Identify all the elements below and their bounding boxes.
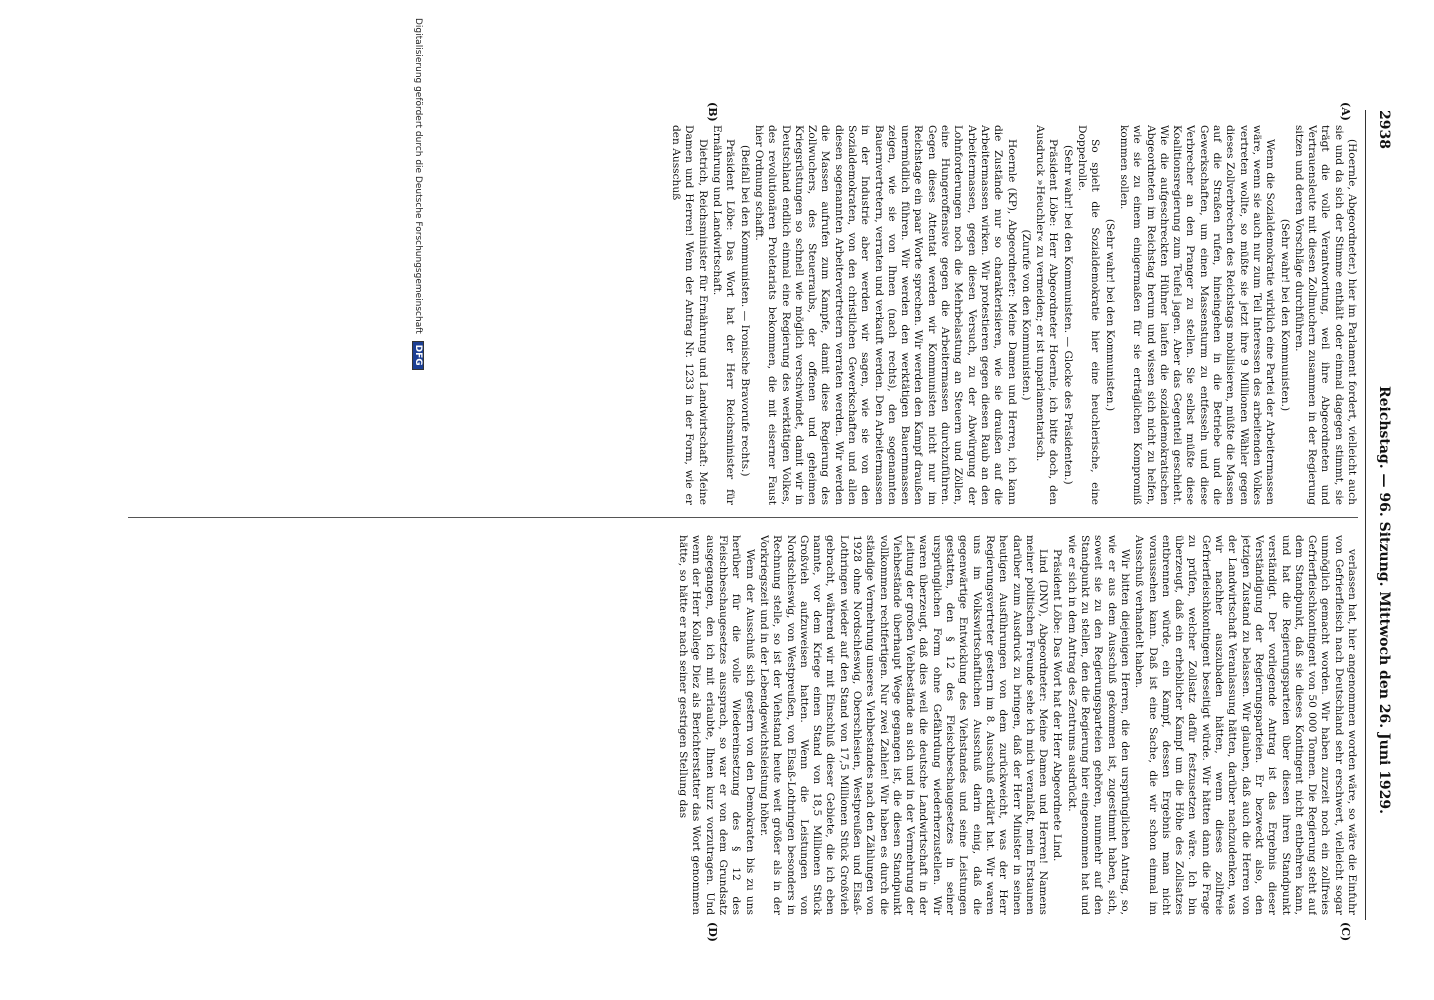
paragraph: Wenn die Sozialdemokratie wirklich eine Partei der Arbeitermassen wäre, wenn sie auch nur zum Teil Interessen des arbeitenden Volkes vertreten wollte, so müßte sie jetzt ihre 9 Millionen Wähler gegen dieses Zollverbrechen des Reichstags mobilisieren, müßte die Massen auf die Straßen rufen, hineingehen in die Betriebe und die Gewerkschaften, um einen Massensturm zu entfesseln und diese Verbrecher an den Pranger zu stellen. Sie selbst müßte diese Koalitionsregierung zum Teufel jagen. Aber das Gegenteil geschieht. Wie die aufgeschreckten Hühner laufen die sozialdemokratischen Abgeordneten im Reichstag herum und wissen sich nicht zu helfen, wie sie zu einem einigermaßen für sie erträglichen Kompromiß kommen sollen. <box>1117 125 1277 505</box>
margin-marker-a: (A) <box>1339 102 1352 121</box>
dfg-logo: DFG <box>412 341 424 370</box>
paragraph: Präsident Löbe: Das Wort hat der Herr Abgeordnete Lind. <box>1051 549 1064 862</box>
paragraph: Wenn der Ausschuß sich gestern von den Demokraten bis zu uns herüber für die volle Wiedereinsetzung des § 12 des Fleischbeschaugesetzes aussprach, so war er von dem Grundsatz ausgegangen, den ich mit erlaubte, Ihnen kurz vorzutragen. Und wenn der Herr Kollege Diez als Berichterstatter das Wort genommen hätte, so hätte er nach seiner gestrigen Stellung das <box>677 535 756 915</box>
paragraph: Lind (DNV), Abgeordneter: Meine Damen und Herren! Namens meiner politischen Freunde sehe ich mich veranlaßt, mein Erstaunen darüber zum Ausdruck zu bringen, daß der Herr Minister in seinen heutigen Ausführungen von dem zurückweicht, was der Herr Regierungsvertreter gestern im 8. Ausschuß erklärt hat. Wir waren uns im Volkswirtschaftlichen Ausschuß darin einig, daß die gegenwärtige Entwicklung des Viehstandes und seine Leistungen gestatten, den § 12 des Fleischbeschaugesetzes in seiner ursprünglichen Form ohne Gefährdung wiederherzustellen. Wir waren überzeugt, daß dies weil die deutsche Landwirtschaft in der Leitung der großen Viehbestände an sich und in der Vermehrung der Viehbestände überhaupt Wege gegangen ist, die diesen Standpunkt vollkommen rechtfertigen. Nur zwei Zahlen! Wir haben es durch die ständige Vermehrung unseres Viehbestandes nach den Zählungen von 1928 ohne Nordschleswig, Oberschlesien, Westpreußen und Elsaß-Lothringen wieder auf den Stand von 17,5 Millionen Stück Großvieh gebracht, während wir mit Einschluß dieser Gebiete, die ich eben nannte, vor dem Kriege einen Stand von 18,5 Millionen Stück Großvieh aufzuweisen hatten. Wenn die Leistungen von Nordschleswig, von Westpreußen, von Elsaß-Lothringen besonders in Rechnung stelle, so ist der Viehstand heute weit größer als in der Vorkriegszeit und in der Lebendgewichtsleistung höher. <box>757 535 1050 915</box>
paragraph: (Sehr wahr! bei den Kommunisten.) <box>1278 218 1291 412</box>
page-number: 2938 <box>1376 110 1392 149</box>
paragraph: (Beifall bei den Kommunisten. — Ironische Bravorufe rechts.) <box>738 145 751 477</box>
left-text-column <box>38 125 1358 505</box>
paragraph: (Hoernle, Abgeordneter.) hier im Parlament fordert, vielleicht auch sie und da sich der Stimme enthält oder einmal dagegen stimmt, sie trägt die volle Verantwortung, weil ihre Abgeordneten und Vertrauensleute mit diesen Zollmuchern zusammen in der Regierung sitzen und deren Vorschläge durchführen. <box>1292 125 1358 505</box>
page-title: Reichstag. — 96. Sitzung. Mittwoch den 26. Juni 1929. <box>1376 385 1392 815</box>
footer-credit <box>410 18 424 998</box>
paragraph: Präsident Löbe: Das Wort hat der Herr Reichsminister für Ernährung und Landwirtschaft. <box>711 125 737 505</box>
paragraph: (Sehr wahr! bei den Kommunisten. — Glocke des Präsidenten.) <box>1061 145 1074 485</box>
margin-marker-b: (B) <box>706 102 719 122</box>
header-rule <box>1365 110 1366 920</box>
paragraph: (Sehr wahr! bei den Kommunisten.) <box>1103 218 1116 412</box>
margin-marker-d: (D) <box>706 922 719 942</box>
paragraph: verlassen hat, hier angenommen worden wäre, so wäre die Einfuhr von Gefrierfleisch nach Deutschland sehr erschwert, vielleicht sogar unmöglich gemacht worden. Wir haben zurzeit noch ein zollfreies Gefrierfleischkontingent von 50 000 Tonnen. Die Regierung steht auf dem Standpunkt, daß sie dieses Kontingent nicht entbehren kann, und hat die Regierungsparteien über diesen ihren Standpunkt verständigt. Der vorliegende Antrag ist das Ergebnis dieser Verständigung der Regierungsparteien. Er bezweckt also, den jetzigen Zustand zu belassen. Wir glauben, daß auch die Herren von der Landwirtschaft Veranlassung hätten, darüber nachzudenken, was wir nachher auszubaden hätten, wenn dieses zollfreie Gefrierfleischkontingent beseitigt würde. Wir hätten dann die Frage zu prüfen, welcher Zollsatz dafür festzusetzen wäre. Ich bin überzeugt, daß ein erheblicher Kampf um die Höhe des Zollsatzes entbrennen würde, ein Kampf, dessen Ergebnis man nicht voraussehen kann. Daß ist eine Sache, die wir schon einmal im Ausschuß verhandelt haben. <box>1133 535 1358 915</box>
paragraph: So spielt die Sozialdemokratie hier eine heuchlerische, eine Doppelrolle. <box>1076 125 1102 505</box>
column-separator <box>128 517 1358 518</box>
margin-marker-c: (C) <box>1339 922 1352 942</box>
paragraph: Dietrich, Reichsminister für Ernährung und Landwirtschaft: Meine Damen und Herren! Wenn der Antrag Nr. 1233 in der Form, wie er den Ausschuß <box>670 125 709 505</box>
right-text-column <box>38 535 1358 915</box>
paragraph: Wir bitten diejenigen Herren, die den ursprünglichen Antrag, so, wie er aus dem Ausschuß gekommen ist, zugestimmt haben, sich, soweit sie zu den Regierungsparteien gehören, nunmehr auf den Standpunkt zu stellen, den die Regierung hier eingenommen hat und wie er sich in dem Antrag des Zentrums ausdrückt. <box>1065 535 1131 915</box>
paragraph: Hoernle (KP), Abgeordneter: Meine Damen und Herren, ich kann die Zustände nur so charakterisieren, wie sie draußen auf die Arbeitermassen wirken. Wir protestieren gegen diesen Raub an den Arbeitermassen, gegen diesen Versuch, zu der Abwürgung der Lohnforderungen noch die Mehrbelastung an Steuern und Zöllen, eine Hungeroffensive gegen die Arbeitermassen durchzuführen. Gegen dieses Attentat werden wir Kommunisten nicht nur im Reichstage ein paar Worte sprechen. Wir werden den Kampf draußen unermüdlich führen. Wir werden den werktätigen Bauernmassen zeigen, wie sie von Ihnen (nach rechts), den sogenannten Bauernvertretern, verraten und verkauft werden. Den Arbeitermassen in der Industrie aber werden wir sagen, wie sie von den Sozialdemokraten, von den christlichen Gewerkschaften und allen diesen sogenannten Arbeitervertretern verraten werden. Wir werden die Massen aufrufen zum Kampfe, damit diese Regierung des Zollwuchers, des Steuerraubs, der offenen und geheimen Kriegsrüstungen so schnell wie möglich verschwindet, damit wir in Deutschland endlich einmal eine Regierung des werktätigen Volkes, des revolutionären Proletariats bekommen, die mit eiserner Faust hier Ordnung schafft. <box>752 125 1018 505</box>
paragraph: (Zurufe von den Kommunisten.) <box>1019 229 1032 401</box>
paragraph: Präsident Löbe: Herr Abgeordneter Hoernle, ich bitte doch, den Ausdruck »Heuchler« zu vermeiden; er ist unparlamentarisch. <box>1034 125 1060 505</box>
page-header <box>1370 110 1398 920</box>
footer-text: Digitalisierung gefördert durch die Deutsche Forschungsgemeinschaft <box>413 18 423 334</box>
